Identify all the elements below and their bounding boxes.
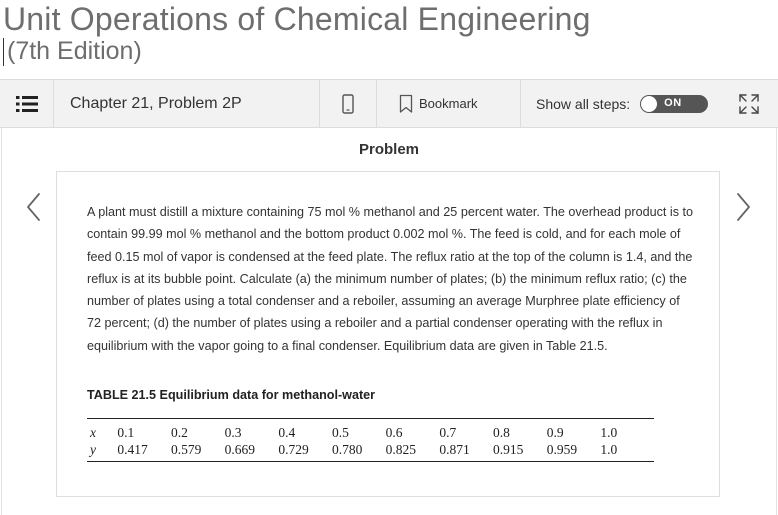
table-cell-y: 0.669	[224, 441, 256, 457]
problem-statement: A plant must distill a mixture containing 75 mol % methanol and 25 percent water. The overhead product is to contain 99.99 mol % methanol and the bottom product 0.002 mol %. The feed is cold, and for each mole of feed 0.15 mol of vapor is condensed at the feed plate. The reflux ratio at the top of the column is 1.4, and the reflux is at its bubble point. Calculate (a) the minimum number of plates; (b) the minimum reflux ratio; (c) the number of plates using a total condenser and a reboiler, assuming an average Murphree plate efficiency of 72 percent; (d) the number of plates using a reboiler and a partial condenser operating with the reflux in equilibrium with the vapor going to a final condenser. Equilibrium data are given in Table 21.5.	[87, 205, 694, 353]
table-cell-y: 0.780	[332, 441, 363, 457]
expand-icon	[738, 93, 760, 115]
chapter-problem-label: Chapter 21, Problem 2P	[54, 80, 320, 127]
bookmark-button[interactable]	[377, 80, 521, 127]
text-cursor	[3, 38, 4, 66]
table-cell-y: 0.915	[493, 441, 524, 457]
table-cell-x: 0.9	[546, 424, 564, 440]
book-edition	[3, 37, 142, 66]
table-cell-x: 1.0	[600, 424, 618, 440]
table-cell-x: 0.2	[170, 424, 188, 440]
bookmark-icon	[399, 94, 413, 114]
expand-button[interactable]	[720, 80, 778, 127]
table-cell-y: 0.579	[170, 441, 202, 457]
book-title: Unit Operations of Chemical Engineering	[3, 1, 591, 37]
table-row-label-x: x	[90, 424, 96, 440]
table-row-y	[87, 441, 654, 458]
equilibrium-data-table	[87, 418, 654, 462]
table-cell-y: 0.959	[546, 441, 578, 457]
table-cell-x: 0.6	[385, 424, 403, 440]
table-cell-x: 0.5	[332, 424, 349, 440]
table-cell-x: 0.1	[117, 424, 135, 440]
table-cell-y: 0.729	[278, 441, 309, 457]
problem-heading: Problem	[358, 141, 419, 158]
table-cell-y: 0.417	[117, 441, 148, 457]
mobile-view-button[interactable]	[320, 80, 377, 127]
show-all-steps-toggle[interactable]	[640, 95, 708, 113]
table-row-label-y: y	[90, 441, 96, 457]
table-row-x	[87, 424, 654, 441]
toggle-state-label: ON	[664, 96, 682, 109]
table-cell-x: 0.3	[224, 424, 242, 440]
mobile-device-icon	[342, 94, 354, 114]
table-caption: TABLE 21.5 Equilibrium data for methanol-water	[87, 388, 376, 402]
chevron-right-icon[interactable]	[731, 190, 755, 224]
toggle-knob	[641, 96, 657, 112]
solution-toolbar	[0, 79, 778, 128]
table-cell-y: 0.871	[439, 441, 470, 457]
list-menu-icon	[16, 96, 38, 112]
book-edition-label: (7th Edition)	[7, 37, 142, 65]
table-cell-x: 0.7	[439, 424, 457, 440]
menu-button[interactable]	[0, 80, 54, 127]
chevron-left-icon[interactable]	[22, 190, 46, 224]
table-cell-x: 0.8	[493, 424, 510, 440]
bookmark-label: Bookmark	[419, 96, 478, 111]
show-all-steps-control	[521, 80, 720, 127]
problem-card	[56, 171, 720, 497]
table-cell-y: 1.0	[600, 441, 618, 457]
table-cell-x: 0.4	[278, 424, 296, 440]
show-all-steps-label: Show all steps:	[536, 95, 631, 112]
table-cell-y: 0.825	[385, 441, 417, 457]
